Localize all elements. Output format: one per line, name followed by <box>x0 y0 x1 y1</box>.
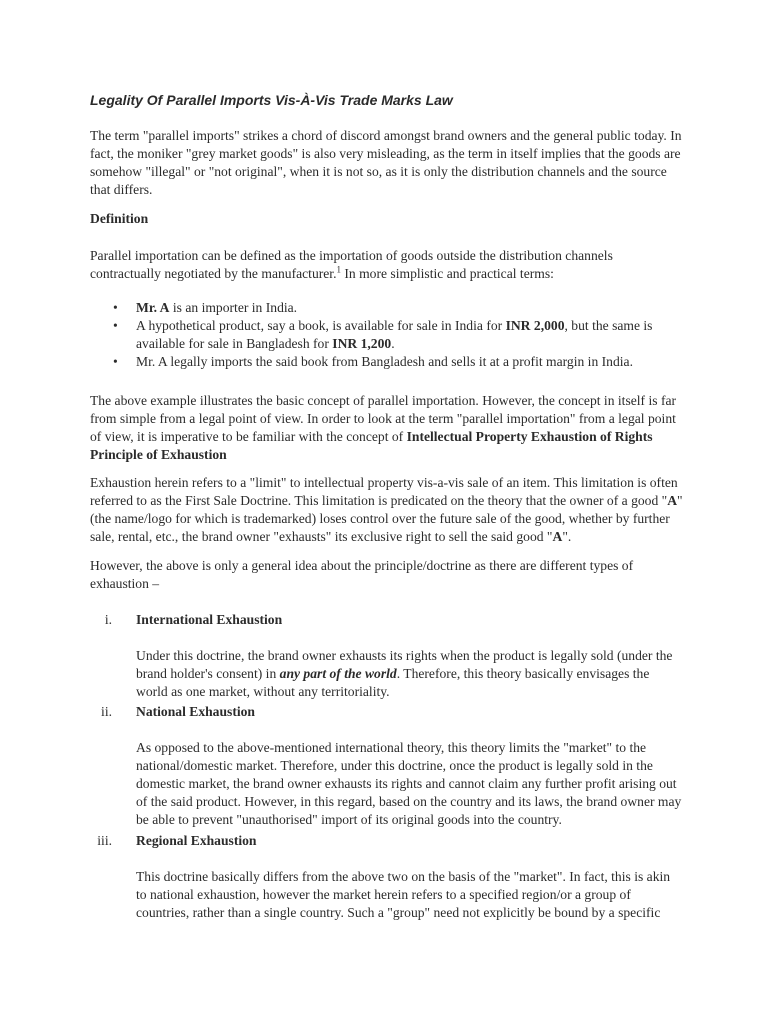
types-intro-paragraph: However, the above is only a general idea about the principle/doctrine as there are different types of exhaustion – <box>90 558 634 591</box>
exhaustion-type-description: As opposed to the above-mentioned international theory, this theory limits the "market" to the national/domestic market. Therefore, under this doctrine, once the product is legally sold in the domestic market, the brand owner exhausts its rights and cannot claim any further profit arising out of the said product. However, in this regard, based on the country and its laws, the brand owner may be able to prevent "unauthorised" import of its original goods into the country. <box>136 740 682 827</box>
intro-paragraph: The term "parallel imports" strikes a chord of discord amongst brand owners and the general public today. In fact, the moniker "grey market goods" is also very misleading, as the term in itself implies that the goods are somehow "illegal" or "not original", when it is not so, as it is only the distribution channels and the source that differs. <box>90 128 682 197</box>
footnote-ref[interactable]: 1 <box>336 264 341 275</box>
exhaustion-type-description: This doctrine basically differs from the above two on the basis of the "market". In fact, this is akin to national exhaustion, however the market herein refers to a specified region/or a group of countries, rather than a single country. Such a "group" need not explicitly be bound by a specific <box>136 869 671 920</box>
bullet-icon: • <box>113 300 118 315</box>
exhaustion-type-heading: Regional Exhaustion <box>136 833 257 848</box>
exhaustion-type-heading: International Exhaustion <box>136 612 283 627</box>
example-bullet-list <box>90 299 685 371</box>
bullet-icon: • <box>113 354 118 369</box>
exhaustion-type-heading: National Exhaustion <box>136 704 255 719</box>
list-item: • Mr. A legally imports the said book from Bangladesh and sells it at a profit margin in India. <box>113 354 633 369</box>
list-item: • A hypothetical product, say a book, is available for sale in India for INR 2,000, but the same is available for sale in Bangladesh for INR 1,200. <box>113 318 653 351</box>
list-item: • Mr. A is an importer in India. <box>113 300 298 315</box>
definition-heading: Definition <box>90 211 149 226</box>
exhaustion-paragraph: Exhaustion herein refers to a "limit" to intellectual property vis-a-vis sale of an item. This limitation is often referred to as the First Sale Doctrine. This limitation is predicated on the theory that the owner of a good "A" (the name/logo for which is trademarked) loses control over the future sale of the good, whether by further sale, rental, etc., the brand owner "exhausts" its exclusive right to sell the said good "A". <box>90 475 683 544</box>
bullet-icon: • <box>113 318 118 333</box>
document-title: Legality Of Parallel Imports Vis-À-Vis Trade Marks Law <box>90 92 453 108</box>
example-paragraph: The above example illustrates the basic concept of parallel importation. However, the concept in itself is far from simple from a legal point of view. In order to look at the term "parallel importation" from a legal point of view, it is imperative to be familiar with the concept of Intellectual Property Exhaustion of Rights Principle of Exhaustion <box>90 393 677 462</box>
list-number: ii. <box>101 704 112 719</box>
list-number: i. <box>104 612 112 627</box>
list-number: iii. <box>97 833 112 848</box>
exhaustion-type-description: Under this doctrine, the brand owner exhausts its rights when the product is legally sold (under the brand holder's consent) in any part of the world. Therefore, this theory basically envisages the world as one market, without any territoriality. <box>136 648 673 699</box>
definition-paragraph: Parallel importation can be defined as the importation of goods outside the distribution channels contractually negotiated by the manufacturer.$^1$ In more simplistic and practical terms: <box>90 248 613 281</box>
